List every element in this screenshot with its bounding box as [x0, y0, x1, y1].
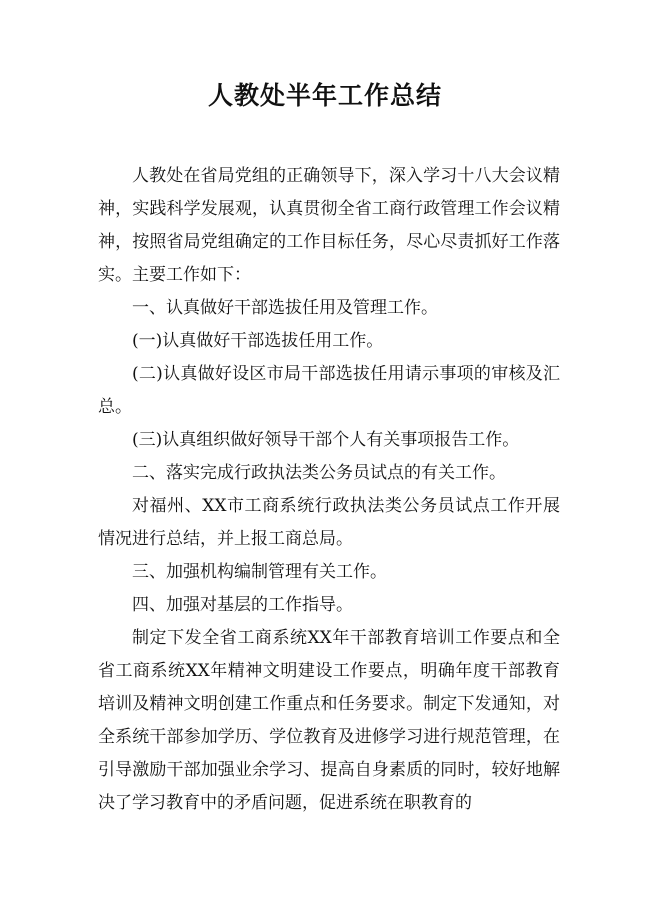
paragraph-section-4-detail: 制定下发全省工商系统XX年干部教育培训工作要点和全省工商系统XX年精神文明建设工作要点，明确年度干部教育培训及精神文明创建工作重点和任务要求。制定下发通知，对全系统干部参加学历、学位教育及进修学习进行规范管理，在引导激励干部加强业余学习、提高自身素质的同时，较好地解决了学习教育中的矛盾问题，促进系统在职教育的	[98, 628, 560, 813]
paragraph-item-1-2: (二)认真做好设区市局干部选拔任用请示事项的审核及汇总。	[98, 364, 560, 417]
paragraph-item-1-3: (三)认真组织做好领导干部个人有关事项报告工作。	[132, 430, 520, 450]
paragraph-intro: 人教处在省局党组的正确领导下，深入学习十八大会议精神，实践科学发展观，认真贯彻全省工商行政管理工作会议精神，按照省局党组确定的工作目标任务，尽心尽责抓好工作落实。主要工作如下：	[98, 166, 560, 285]
document-body	[98, 160, 560, 820]
paragraph-section-3: 三、加强机构编制管理有关工作。	[132, 562, 387, 582]
document-title: 人教处半年工作总结	[207, 81, 442, 110]
paragraph-section-2-detail: 对福州、XX市工商系统行政执法类公务员试点工作开展情况进行总结，并上报工商总局。	[98, 496, 560, 549]
paragraph-section-4: 四、加强对基层的工作指导。	[132, 595, 353, 615]
paragraph-section-2: 二、落实完成行政执法类公务员试点的有关工作。	[132, 463, 506, 483]
paragraph-section-1: 一、认真做好干部选拔任用及管理工作。	[132, 298, 438, 318]
paragraph-item-1-1: (一)认真做好干部选拔任用工作。	[132, 331, 384, 351]
